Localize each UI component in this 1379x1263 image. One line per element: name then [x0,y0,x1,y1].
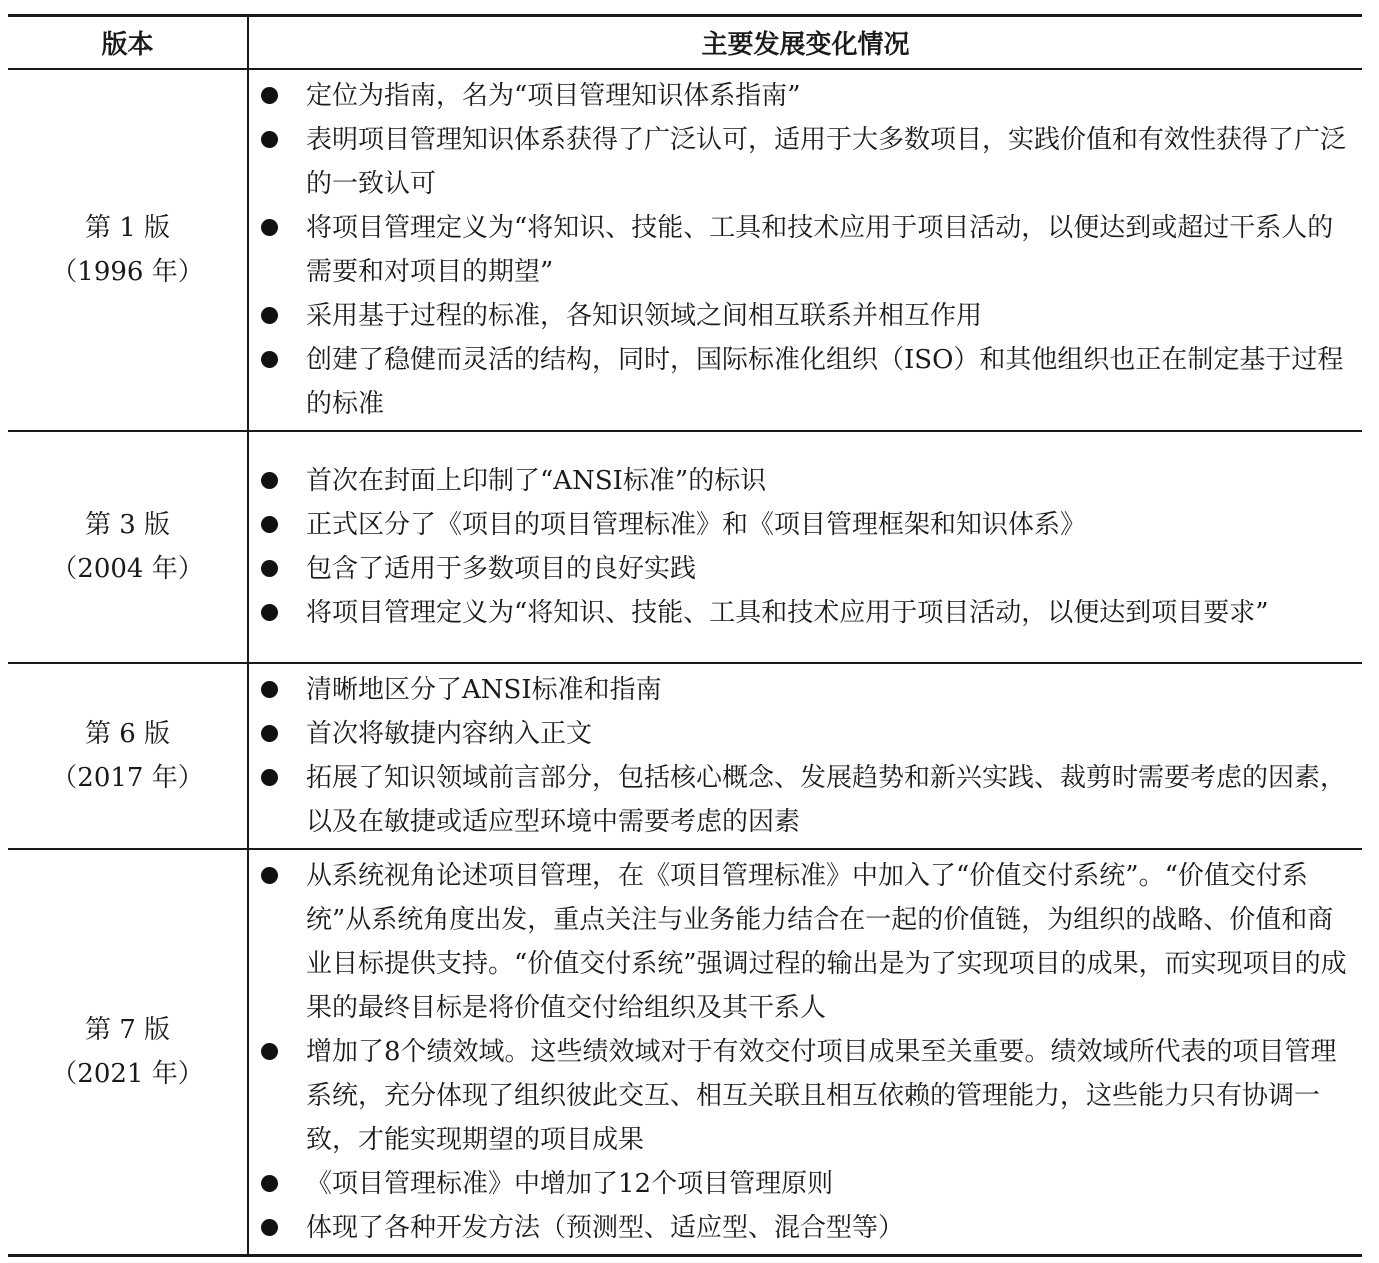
list-item [249,1162,1356,1206]
version-cell [8,431,248,663]
change-text: 首次将敏捷内容纳入正文 [306,719,593,749]
list-item [249,1030,1356,1162]
version-name: 第 7 版 [84,1015,171,1045]
changes-cell [248,431,1362,663]
list-item [249,547,1356,591]
changes-cell [248,69,1362,431]
bullet-icon [261,131,278,148]
table-row [8,663,1362,849]
change-text: 拓展了知识领域前言部分，包括核心概念、发展趋势和新兴实践、裁剪时需要考虑的因素，以及在敏捷或适应型环境中需要考虑的因素 [306,763,1347,837]
changes-list [249,459,1356,635]
change-text: 将项目管理定义为“将知识、技能、工具和技术应用于项目活动，以便达到或超过干系人的需要和对项目的期望” [306,213,1334,287]
table-row [8,69,1362,431]
version-year: （2017 年） [51,763,204,793]
bullet-icon [261,219,278,236]
version-year: （2004 年） [51,554,204,584]
change-text: 表明项目管理知识体系获得了广泛认可，适用于大多数项目，实践价值和有效性获得了广泛的一致认可 [306,125,1347,199]
version-year: （2021 年） [51,1059,204,1089]
list-item [249,591,1356,635]
change-text: 定位为指南，名为“项目管理知识体系指南” [306,81,801,111]
change-text: 增加了8个绩效域。这些绩效域对于有效交付项目成果至关重要。绩效域所代表的项目管理系统，充分体现了组织彼此交互、相互关联且相互依赖的管理能力，这些能力只有协调一致，才能实现期望的项目成果 [306,1037,1337,1155]
bullet-icon [261,307,278,324]
version-name: 第 6 版 [84,719,171,749]
change-text: 首次在封面上印制了“ANSI标准”的标识 [306,466,767,496]
version-name: 第 3 版 [84,510,171,540]
changes-cell [248,849,1362,1256]
bullet-icon [261,1219,278,1236]
bullet-icon [261,516,278,533]
list-item [249,118,1356,206]
version-cell [8,69,248,431]
change-text: 创建了稳健而灵活的结构，同时，国际标准化组织（ISO）和其他组织也正在制定基于过程的标准 [306,345,1344,419]
bullet-icon [261,87,278,104]
change-text: 体现了各种开发方法（预测型、适应型、混合型等） [306,1213,905,1243]
list-item [249,338,1356,426]
list-item [249,503,1356,547]
header-version: 版本 [8,16,248,70]
bullet-icon [261,1175,278,1192]
change-text: 从系统视角论述项目管理，在《项目管理标准》中加入了“价值交付系统”。“价值交付系统”从系统角度出发，重点关注与业务能力结合在一起的价值链，为组织的战略、价值和商业目标提供支持。“价值交付系统”强调过程的输出是为了实现项目的成果，而实现项目的成果的最终目标是将价值交付给组织及其干系人 [306,861,1347,1023]
version-name: 第 1 版 [84,213,171,243]
changes-list [249,74,1356,426]
table-header-row [8,16,1362,70]
version-cell [8,663,248,849]
bullet-icon [261,769,278,786]
bullet-icon [261,560,278,577]
table-body [8,69,1362,1256]
bullet-icon [261,604,278,621]
table-row [8,431,1362,663]
list-item [249,74,1356,118]
list-item [249,756,1356,844]
changes-list [249,668,1356,844]
list-item [249,294,1356,338]
list-item [249,712,1356,756]
version-year: （1996 年） [51,257,204,287]
bullet-icon [261,472,278,489]
table-row [8,849,1362,1256]
change-text: 包含了适用于多数项目的良好实践 [306,554,697,584]
list-item [249,854,1356,1030]
pmbok-versions-table [8,14,1362,1257]
bullet-icon [261,867,278,884]
bullet-icon [261,681,278,698]
change-text: 采用基于过程的标准，各知识领域之间相互联系并相互作用 [306,301,983,331]
bullet-icon [261,1043,278,1060]
list-item [249,206,1356,294]
change-text: 正式区分了《项目的项目管理标准》和《项目管理框架和知识体系》 [306,510,1087,540]
list-item [249,668,1356,712]
list-item [249,1206,1356,1250]
change-text: 将项目管理定义为“将知识、技能、工具和技术应用于项目活动，以便达到项目要求” [306,598,1269,628]
change-text: 《项目管理标准》中增加了12个项目管理原则 [306,1169,834,1199]
list-item [249,459,1356,503]
version-cell [8,849,248,1256]
changes-cell [248,663,1362,849]
change-text: 清晰地区分了ANSI标准和指南 [306,675,662,705]
bullet-icon [261,351,278,368]
bullet-icon [261,725,278,742]
changes-list [249,854,1356,1250]
header-changes: 主要发展变化情况 [248,16,1362,70]
